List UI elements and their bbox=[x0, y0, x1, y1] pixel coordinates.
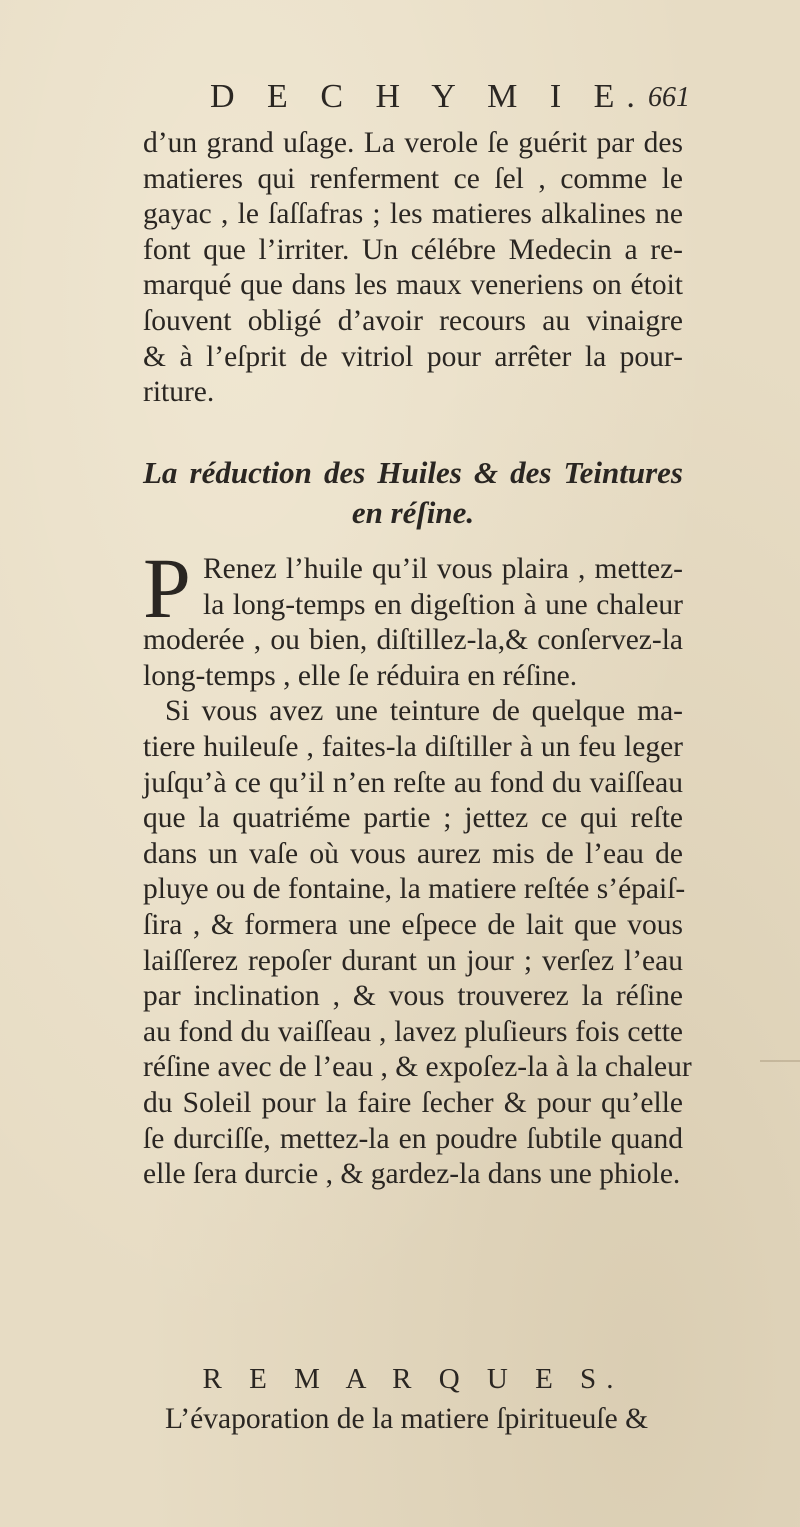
page-number: 661 bbox=[648, 82, 690, 113]
text-line: d’un grand uſage. La verole ſe guérit par des bbox=[143, 127, 683, 159]
text-line: réſine avec de l’eau , & expoſez-la à la chaleur bbox=[143, 1051, 692, 1084]
dropcap-indented-lines bbox=[143, 552, 683, 623]
text-line: elle ſera durcie , & gardez-la dans une phiole. bbox=[143, 1158, 681, 1191]
drop-cap: P bbox=[143, 540, 191, 636]
running-head bbox=[120, 78, 690, 122]
text-line: L’évaporation de la matiere ſpiritueuſe & bbox=[165, 1403, 649, 1435]
text-line: dans un vaſe où vous aurez mis de l’eau de bbox=[143, 837, 683, 870]
text-line: gayac , le ſaſſafras ; les matieres alkalines ne bbox=[143, 198, 683, 231]
text-line: long-temps , elle ſe réduira en réſine. bbox=[143, 659, 578, 692]
text-line: ſe durciſſe, mettez-la en poudre ſubtile quand bbox=[143, 1122, 683, 1155]
text-line: font que l’irriter. Un célébre Medecin a re- bbox=[143, 233, 683, 266]
text-line: moderée , ou bien, diſtillez-la,& conſervez-la bbox=[143, 624, 683, 657]
paragraph-verole bbox=[143, 126, 683, 411]
text-line: pluye ou de fontaine, la matiere reſtée s’épaiſ- bbox=[143, 873, 686, 906]
text-line: Si vous avez une teinture de quelque ma- bbox=[165, 695, 683, 728]
page-edge-mark bbox=[760, 1060, 800, 1062]
text-line: Renez l’huile qu’il vous plaira , mettez- bbox=[203, 553, 683, 585]
text-line: par inclination , & vous trouverez la réſine bbox=[143, 980, 683, 1013]
section-heading-line-1: La réduction des Huiles & des Teintures bbox=[143, 455, 683, 490]
section-heading-line-2: en réſine. bbox=[351, 495, 475, 530]
text-line: que la quatriéme partie ; jettez ce qui reſte bbox=[143, 802, 683, 835]
text-line: du Soleil pour la faire ſecher & pour qu’elle bbox=[143, 1086, 683, 1119]
text-line: ſouvent obligé d’avoir recours au vinaigre bbox=[143, 304, 683, 337]
running-head-title: D E C H Y M I E. bbox=[210, 78, 647, 115]
section-heading bbox=[143, 453, 683, 533]
text-line: marqué que dans les maux veneriens on étoit bbox=[143, 269, 683, 302]
closing-paragraph bbox=[143, 1402, 683, 1438]
text-line: laiſſerez repoſer durant un jour ; verſez l’eau bbox=[143, 944, 683, 977]
text-line: au fond du vaiſſeau , lavez pluſieurs fois cette bbox=[143, 1015, 683, 1048]
text-line: ſira , & formera une eſpece de lait que vous bbox=[143, 908, 683, 941]
text-line: riture. bbox=[143, 376, 215, 409]
text-line: tiere huileuſe , faites-la diſtiller à un feu leger bbox=[143, 730, 683, 763]
text-line: & à l’eſprit de vitriol pour arrêter la pour- bbox=[143, 340, 683, 373]
text-line: matieres qui renferment ce ſel , comme le bbox=[143, 162, 683, 195]
text-line: la long-temps en digeſtion à une chaleur bbox=[203, 588, 683, 621]
remarques-heading: R E M A R Q U E S. bbox=[202, 1363, 624, 1395]
text-line: juſqu’à ce qu’il n’en reſte au fond du vaiſſeau bbox=[143, 766, 683, 799]
recipe-paragraph bbox=[143, 540, 692, 1193]
